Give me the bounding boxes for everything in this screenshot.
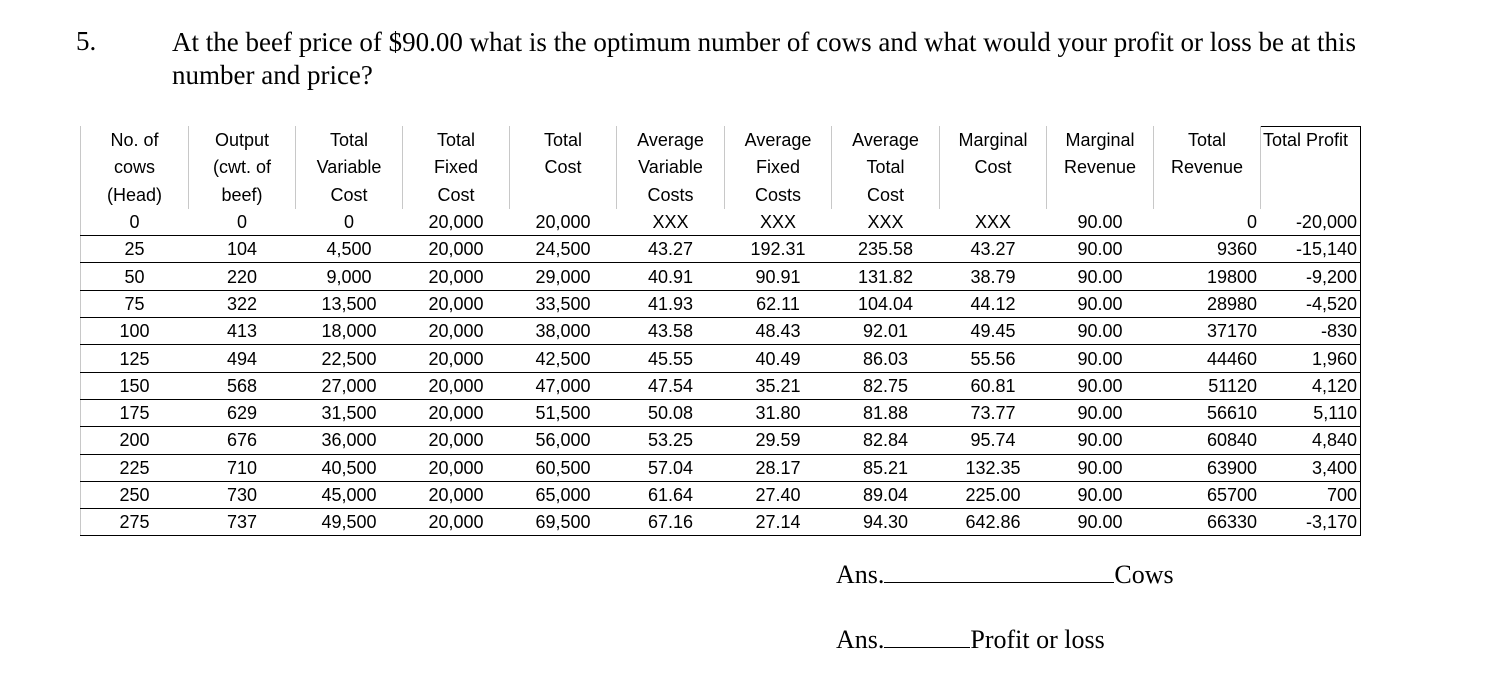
table-cell: 5,110 bbox=[1261, 399, 1361, 426]
table-cell: 225 bbox=[81, 454, 189, 481]
table-cell: 131.82 bbox=[832, 263, 940, 290]
table-row bbox=[81, 290, 1361, 317]
header-cell: Average bbox=[832, 127, 940, 154]
table-cell: 225.00 bbox=[940, 481, 1047, 508]
table-cell: 31.80 bbox=[725, 399, 832, 426]
table-cell: 90.00 bbox=[1047, 399, 1154, 426]
table-cell: 413 bbox=[189, 318, 296, 345]
table-row bbox=[81, 345, 1361, 372]
table-cell: 49.45 bbox=[940, 318, 1047, 345]
answer-prefix: Ans. bbox=[836, 625, 885, 654]
answer-suffix: Cows bbox=[1114, 560, 1174, 589]
table-cell: 82.75 bbox=[832, 372, 940, 399]
table-cell: 75 bbox=[81, 290, 189, 317]
table-cell: 20,000 bbox=[403, 481, 510, 508]
table-cell: 0 bbox=[1154, 208, 1261, 235]
header-cell: Total bbox=[403, 127, 510, 154]
table-cell: 37170 bbox=[1154, 318, 1261, 345]
table-cell: 192.31 bbox=[725, 236, 832, 263]
header-cell: beef) bbox=[189, 181, 296, 208]
table-cell: 41.93 bbox=[617, 290, 725, 317]
cost-table bbox=[80, 126, 1361, 536]
table-cell: 20,000 bbox=[403, 208, 510, 235]
header-cell: cows bbox=[81, 154, 189, 181]
table-cell: 27.40 bbox=[725, 481, 832, 508]
table-cell: 66330 bbox=[1154, 509, 1261, 536]
table-cell: 18,000 bbox=[296, 318, 403, 345]
table-cell: 43.27 bbox=[617, 236, 725, 263]
header-cell: Total bbox=[510, 127, 617, 154]
table-cell: 57.04 bbox=[617, 454, 725, 481]
table-cell: 19800 bbox=[1154, 263, 1261, 290]
table-cell: 60.81 bbox=[940, 372, 1047, 399]
table-cell: 4,840 bbox=[1261, 427, 1361, 454]
table-cell: XXX bbox=[832, 208, 940, 235]
table-cell: 48.43 bbox=[725, 318, 832, 345]
table-row bbox=[81, 454, 1361, 481]
table-row bbox=[81, 236, 1361, 263]
table-cell: 38,000 bbox=[510, 318, 617, 345]
header-cell: Total bbox=[1154, 127, 1261, 154]
table-row bbox=[81, 427, 1361, 454]
table-row bbox=[81, 509, 1361, 536]
table-cell: 90.00 bbox=[1047, 263, 1154, 290]
table-cell: 69,500 bbox=[510, 509, 617, 536]
table-cell: 20,000 bbox=[403, 263, 510, 290]
table-cell: 24,500 bbox=[510, 236, 617, 263]
table-cell: 36,000 bbox=[296, 427, 403, 454]
header-cell: Fixed bbox=[725, 154, 832, 181]
table-cell: 1,960 bbox=[1261, 345, 1361, 372]
table-cell: 85.21 bbox=[832, 454, 940, 481]
table-cell: 45,000 bbox=[296, 481, 403, 508]
header-cell bbox=[1261, 154, 1361, 181]
table-cell: 49,500 bbox=[296, 509, 403, 536]
table-cell: 95.74 bbox=[940, 427, 1047, 454]
header-cell: Costs bbox=[617, 181, 725, 208]
answer-suffix: Profit or loss bbox=[970, 625, 1105, 654]
table-cell: 73.77 bbox=[940, 399, 1047, 426]
table-cell: 56610 bbox=[1154, 399, 1261, 426]
table-cell: 730 bbox=[189, 481, 296, 508]
table-cell: 62.11 bbox=[725, 290, 832, 317]
table-cell: 22,500 bbox=[296, 345, 403, 372]
table-cell: 90.00 bbox=[1047, 372, 1154, 399]
header-cell bbox=[1261, 181, 1361, 208]
table-cell: 28.17 bbox=[725, 454, 832, 481]
table-cell: 82.84 bbox=[832, 427, 940, 454]
header-cell: No. of bbox=[81, 127, 189, 154]
header-cell: Marginal bbox=[940, 127, 1047, 154]
header-cell: Fixed bbox=[403, 154, 510, 181]
table-cell: 53.25 bbox=[617, 427, 725, 454]
header-cell: Variable bbox=[296, 154, 403, 181]
table-cell: 90.00 bbox=[1047, 318, 1154, 345]
table-cell: 29.59 bbox=[725, 427, 832, 454]
table-cell: 81.88 bbox=[832, 399, 940, 426]
table-cell: 20,000 bbox=[403, 290, 510, 317]
table-cell: 27,000 bbox=[296, 372, 403, 399]
table-row bbox=[81, 318, 1361, 345]
table-cell: 65700 bbox=[1154, 481, 1261, 508]
table-cell: -9,200 bbox=[1261, 263, 1361, 290]
table-cell: 90.00 bbox=[1047, 236, 1154, 263]
table-cell: 20,000 bbox=[403, 454, 510, 481]
table-cell: 90.00 bbox=[1047, 427, 1154, 454]
table-cell: 9360 bbox=[1154, 236, 1261, 263]
table-cell: 90.00 bbox=[1047, 345, 1154, 372]
question-text: At the beef price of $90.00 what is the optimum number of cows and what would your profit or loss be at this number and price? bbox=[172, 27, 1357, 90]
table-cell: 90.00 bbox=[1047, 208, 1154, 235]
table-cell: 44.12 bbox=[940, 290, 1047, 317]
table-cell: 676 bbox=[189, 427, 296, 454]
header-cell: Revenue bbox=[1154, 154, 1261, 181]
table-cell: 220 bbox=[189, 263, 296, 290]
table-cell: 31,500 bbox=[296, 399, 403, 426]
table-cell: 150 bbox=[81, 372, 189, 399]
table-cell: 20,000 bbox=[403, 372, 510, 399]
table-cell: 50.08 bbox=[617, 399, 725, 426]
table-cell: 20,000 bbox=[403, 427, 510, 454]
table-cell: 50 bbox=[81, 263, 189, 290]
answer-blank[interactable] bbox=[884, 625, 970, 648]
answer-cows-line bbox=[836, 560, 1174, 590]
table-cell: 47.54 bbox=[617, 372, 725, 399]
table-cell: 33,500 bbox=[510, 290, 617, 317]
table-cell: 20,000 bbox=[403, 509, 510, 536]
answer-blank[interactable] bbox=[884, 560, 1114, 583]
header-cell: Cost bbox=[296, 181, 403, 208]
table-cell: 60840 bbox=[1154, 427, 1261, 454]
table-cell: 47,000 bbox=[510, 372, 617, 399]
table-cell: 3,400 bbox=[1261, 454, 1361, 481]
header-cell: Average bbox=[617, 127, 725, 154]
table-cell: 13,500 bbox=[296, 290, 403, 317]
question-number: 5. bbox=[76, 26, 97, 56]
header-cell: (Head) bbox=[81, 181, 189, 208]
header-cell: Cost bbox=[832, 181, 940, 208]
table-cell: 94.30 bbox=[832, 509, 940, 536]
table-cell: -15,140 bbox=[1261, 236, 1361, 263]
table-cell: 250 bbox=[81, 481, 189, 508]
table-cell: -20,000 bbox=[1261, 208, 1361, 235]
table-cell: 275 bbox=[81, 509, 189, 536]
table-cell: 90.00 bbox=[1047, 481, 1154, 508]
table-cell: 0 bbox=[189, 208, 296, 235]
table-cell: 67.16 bbox=[617, 509, 725, 536]
table-cell: -4,520 bbox=[1261, 290, 1361, 317]
table-cell: 4,500 bbox=[296, 236, 403, 263]
header-cell: Marginal bbox=[1047, 127, 1154, 154]
table-cell: -830 bbox=[1261, 318, 1361, 345]
header-cell: Cost bbox=[510, 154, 617, 181]
table-cell: 20,000 bbox=[403, 345, 510, 372]
table-cell: XXX bbox=[617, 208, 725, 235]
table-cell: 86.03 bbox=[832, 345, 940, 372]
header-cell: Variable bbox=[617, 154, 725, 181]
table-cell: 43.58 bbox=[617, 318, 725, 345]
table-cell: 20,000 bbox=[403, 318, 510, 345]
table-cell: 4,120 bbox=[1261, 372, 1361, 399]
table-row bbox=[81, 208, 1361, 235]
table-cell: 629 bbox=[189, 399, 296, 426]
table-cell: 20,000 bbox=[403, 236, 510, 263]
table-cell: 710 bbox=[189, 454, 296, 481]
table-row bbox=[81, 372, 1361, 399]
header-cell bbox=[940, 181, 1047, 208]
table-cell: 92.01 bbox=[832, 318, 940, 345]
header-cell: Total bbox=[832, 154, 940, 181]
header-cell bbox=[1154, 181, 1261, 208]
header-cell: Total Profit bbox=[1261, 127, 1361, 154]
table-cell: 29,000 bbox=[510, 263, 617, 290]
header-cell: Cost bbox=[940, 154, 1047, 181]
table-cell: 27.14 bbox=[725, 509, 832, 536]
table-cell: 65,000 bbox=[510, 481, 617, 508]
table-cell: 0 bbox=[81, 208, 189, 235]
table-cell: 40,500 bbox=[296, 454, 403, 481]
answer-profit-line bbox=[836, 625, 1105, 655]
table-cell: 40.91 bbox=[617, 263, 725, 290]
header-cell: Cost bbox=[403, 181, 510, 208]
table-cell: 44460 bbox=[1154, 345, 1261, 372]
table-cell: 104.04 bbox=[832, 290, 940, 317]
header-row bbox=[81, 154, 1361, 181]
table-cell: 175 bbox=[81, 399, 189, 426]
header-cell: Output bbox=[189, 127, 296, 154]
table-cell: 63900 bbox=[1154, 454, 1261, 481]
table-cell: 61.64 bbox=[617, 481, 725, 508]
table-row bbox=[81, 481, 1361, 508]
table-cell: 51120 bbox=[1154, 372, 1261, 399]
table-cell: 104 bbox=[189, 236, 296, 263]
table-cell: XXX bbox=[725, 208, 832, 235]
header-cell: Total bbox=[296, 127, 403, 154]
table-cell: 40.49 bbox=[725, 345, 832, 372]
table-cell: 737 bbox=[189, 509, 296, 536]
table-row bbox=[81, 399, 1361, 426]
table-cell: XXX bbox=[940, 208, 1047, 235]
header-cell bbox=[510, 181, 617, 208]
table-cell: 568 bbox=[189, 372, 296, 399]
header-row bbox=[81, 181, 1361, 208]
table-cell: 43.27 bbox=[940, 236, 1047, 263]
table-row bbox=[81, 263, 1361, 290]
table-cell: 35.21 bbox=[725, 372, 832, 399]
table-cell: 25 bbox=[81, 236, 189, 263]
table-cell: 494 bbox=[189, 345, 296, 372]
header-cell: Revenue bbox=[1047, 154, 1154, 181]
table-cell: 0 bbox=[296, 208, 403, 235]
table-cell: 45.55 bbox=[617, 345, 725, 372]
table-cell: 90.91 bbox=[725, 263, 832, 290]
table-cell: 89.04 bbox=[832, 481, 940, 508]
table-cell: 56,000 bbox=[510, 427, 617, 454]
table-cell: 42,500 bbox=[510, 345, 617, 372]
table-cell: 20,000 bbox=[403, 399, 510, 426]
table-cell: 90.00 bbox=[1047, 290, 1154, 317]
table-cell: 9,000 bbox=[296, 263, 403, 290]
table-cell: 51,500 bbox=[510, 399, 617, 426]
header-row bbox=[81, 127, 1361, 154]
header-cell: Costs bbox=[725, 181, 832, 208]
table-cell: 200 bbox=[81, 427, 189, 454]
table-cell: 125 bbox=[81, 345, 189, 372]
table-cell: 642.86 bbox=[940, 509, 1047, 536]
table-cell: 322 bbox=[189, 290, 296, 317]
header-cell: (cwt. of bbox=[189, 154, 296, 181]
header-cell: Average bbox=[725, 127, 832, 154]
table-cell: 28980 bbox=[1154, 290, 1261, 317]
table-cell: 20,000 bbox=[510, 208, 617, 235]
header-cell bbox=[1047, 181, 1154, 208]
answer-prefix: Ans. bbox=[836, 560, 885, 589]
table-cell: 235.58 bbox=[832, 236, 940, 263]
table-cell: 90.00 bbox=[1047, 509, 1154, 536]
table-cell: -3,170 bbox=[1261, 509, 1361, 536]
table-cell: 100 bbox=[81, 318, 189, 345]
table-cell: 90.00 bbox=[1047, 454, 1154, 481]
table-cell: 132.35 bbox=[940, 454, 1047, 481]
table-cell: 55.56 bbox=[940, 345, 1047, 372]
table-cell: 38.79 bbox=[940, 263, 1047, 290]
table-cell: 700 bbox=[1261, 481, 1361, 508]
table-cell: 60,500 bbox=[510, 454, 617, 481]
